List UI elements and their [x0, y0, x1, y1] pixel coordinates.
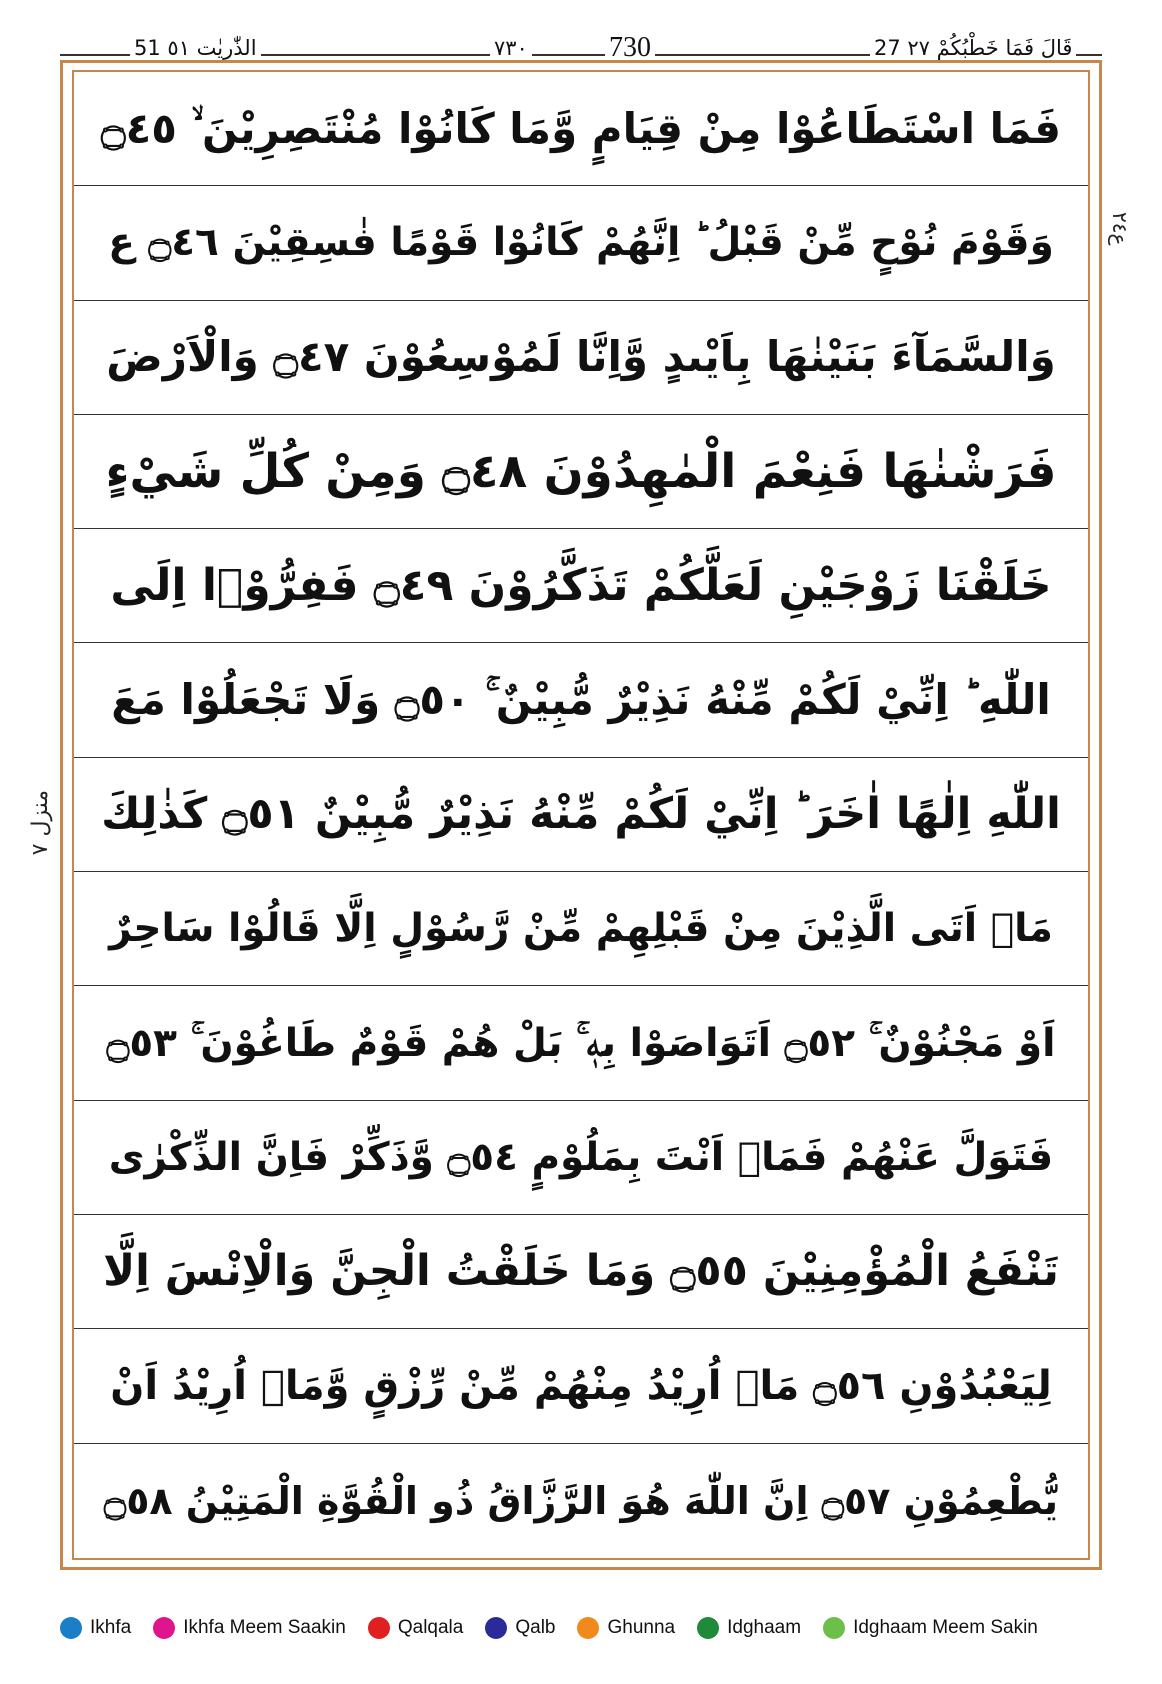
- text-line: [74, 72, 1088, 186]
- legend-item-qalqala: [368, 1617, 464, 1639]
- ayah-line-1: فَمَا اسْتَطَاعُوْا مِنْ قِيَامٍ وَّمَا كَانُوْا مُنْتَصِرِيْنَ ۙ ۝٤٥: [100, 103, 1062, 153]
- ayah-line-10: فَتَوَلَّ عَنْهُمْ فَمَاۤ اَنْتَ بِمَلُوْمٍ ۝٥٤ وَّذَكِّرْ فَاِنَّ الذِّكْرٰى: [108, 1134, 1054, 1180]
- page-number-urdu: ٧٣٠: [490, 36, 532, 60]
- legend-label: Qalqala: [397, 1617, 464, 1638]
- text-line: [74, 186, 1088, 300]
- text-line: [74, 643, 1088, 757]
- surah-label: الذّٰرِيٰت ٥١ 51: [130, 36, 261, 60]
- text-line: [74, 1444, 1088, 1558]
- legend-item-ghunna: [577, 1617, 675, 1639]
- legend-dot: [577, 1617, 599, 1639]
- ayah-line-2: وَقَوْمَ نُوْحٍ مِّنْ قَبْلُ ؕ اِنَّهُمْ كَانُوْا قَوْمًا فٰسِقِيْنَ ۝٤٦ ع: [108, 220, 1054, 266]
- legend-dot: [485, 1617, 507, 1639]
- text-line: [74, 301, 1088, 415]
- ayah-line-6: اللّٰهِ ؕ اِنِّيْ لَكُمْ مِّنْهُ نَذِيْرٌ مُّبِيْنٌ ۚ ۝٥٠ وَلَا تَجْعَلُوْا مَعَ: [111, 675, 1051, 725]
- manzil-mark: منزل ٧: [28, 790, 53, 856]
- ayah-line-12: لِيَعْبُدُوْنِ ۝٥٦ مَاۤ اُرِيْدُ مِنْهُمْ مِّنْ رِّزْقٍ وَّمَاۤ اُرِيْدُ اَنْ: [110, 1362, 1052, 1409]
- legend-label: Ghunna: [607, 1617, 676, 1638]
- ayah-line-9: اَوْ مَجْنُوْنٌ ۚ ۝٥٢ اَتَوَاصَوْا بِهٖ ۚ بَلْ هُمْ قَوْمٌ طَاغُوْنَ ۚ ۝٥٣: [106, 1020, 1056, 1066]
- legend-label: Ikhfa Meem Saakin: [183, 1617, 346, 1638]
- page-number: 730: [605, 32, 655, 64]
- legend-label: Idghaam Meem Sakin: [853, 1617, 1038, 1638]
- legend-item-ikhfa-meem: [153, 1617, 346, 1639]
- text-line: [74, 872, 1088, 986]
- legend-label: Qalb: [515, 1617, 556, 1638]
- legend-item-ikhfa: [60, 1617, 131, 1639]
- text-line: [74, 986, 1088, 1100]
- ayah-line-11: تَنْفَعُ الْمُؤْمِنِيْنَ ۝٥٥ وَمَا خَلَقْتُ الْجِنَّ وَالْاِنْسَ اِلَّا: [103, 1246, 1059, 1297]
- juz-label: 27 قَالَ فَمَا خَطْبُكُمْ ٢٧: [870, 36, 1076, 60]
- text-line: [74, 1329, 1088, 1443]
- ayah-line-8: مَاۤ اَتَى الَّذِيْنَ مِنْ قَبْلِهِمْ مِّنْ رَّسُوْلٍ اِلَّا قَالُوْا سَاحِرٌ: [109, 906, 1053, 952]
- ayah-line-13: يُّطْعِمُوْنِ ۝٥٧ اِنَّ اللّٰهَ هُوَ الرَّزَّاقُ ذُو الْقُوَّةِ الْمَتِيْنُ ۝٥٨: [103, 1478, 1059, 1523]
- ruku-mark: ع٢٤: [1108, 212, 1132, 246]
- legend-item-idghaam: [697, 1617, 801, 1639]
- legend-dot: [368, 1617, 390, 1639]
- text-line: [74, 1101, 1088, 1215]
- text-line: [74, 415, 1088, 529]
- ayah-line-7: اللّٰهِ اِلٰهًا اٰخَرَ ؕ اِنِّيْ لَكُمْ مِّنْهُ نَذِيْرٌ مُّبِيْنٌ ۝٥١ كَذٰلِكَ: [101, 788, 1061, 839]
- legend-item-qalb: [485, 1617, 555, 1639]
- legend-dot: [697, 1617, 719, 1639]
- legend-label: Ikhfa: [90, 1617, 132, 1638]
- ayah-line-4: فَرَشْنٰهَا فَنِعْمَ الْمٰهِدُوْنَ ۝٤٨ وَمِنْ كُلِّ شَيْءٍ: [105, 444, 1057, 500]
- legend-dot: [153, 1617, 175, 1639]
- legend-item-idghaam-meem: [823, 1617, 1038, 1639]
- quran-text-block: [74, 72, 1088, 1558]
- tajweed-legend: [60, 1608, 1110, 1648]
- legend-dot: [823, 1617, 845, 1639]
- text-line: [74, 1215, 1088, 1329]
- text-line: [74, 758, 1088, 872]
- text-line: [74, 529, 1088, 643]
- ayah-line-5: خَلَقْنَا زَوْجَيْنِ لَعَلَّكُمْ تَذَكَّرُوْنَ ۝٤٩ فَفِرُّوْۤا اِلَى: [110, 559, 1052, 611]
- legend-label: Idghaam: [727, 1617, 802, 1638]
- ayah-line-3: وَالسَّمَآءَ بَنَيْنٰهَا بِاَيْىدٍ وَّاِنَّا لَمُوْسِعُوْنَ ۝٤٧ وَالْاَرْضَ: [106, 332, 1056, 382]
- legend-dot: [60, 1617, 82, 1639]
